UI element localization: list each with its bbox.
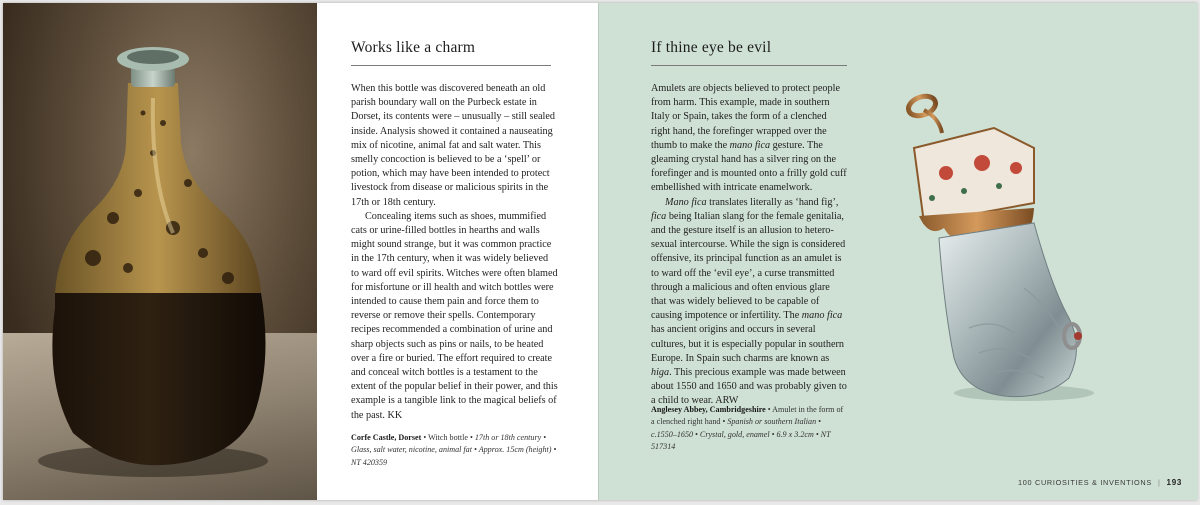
article-title-charm: Works like a charm: [351, 39, 476, 56]
crystal-hand-amulet-photo: [884, 88, 1149, 408]
left-text-page: [317, 3, 598, 500]
caption-witch-bottle: [351, 432, 566, 469]
caption-amulet: [651, 404, 847, 454]
title-rule: [651, 65, 847, 66]
caption-object: Witch bottle •: [428, 433, 475, 442]
caption-location: Corfe Castle, Dorset: [351, 433, 422, 442]
book-spread: [3, 3, 1197, 500]
article-body-charm: [351, 82, 558, 423]
page-number: 193: [1166, 478, 1182, 487]
caption-location: Anglesey Abbey, Cambridgeshire: [651, 405, 766, 414]
title-rule: [351, 65, 551, 66]
paragraph: When this bottle was discovered beneath an old parish boundary wall on the Purbeck estate in Dorset, its contents were – unusually – still sealed inside. Analysis showed it contained a nauseating mix of nicotine, animal fat and salt water. This smelly concoction is believed to be a ‘spell’ or potion, which may have been intended to protect livestock from disease or malicious spirits in the 17th or 18th century.: [351, 83, 555, 208]
witch-bottle-illustration: [3, 3, 317, 500]
witch-bottle-photo: [3, 3, 317, 500]
caption-details: Spanish or southern Italian • c.1550–1650 • Crystal, gold, enamel • 6.9 x 3.2cm • NT 517314: [651, 417, 831, 452]
caption-details: 17th or 18th century • Glass, salt water, nicotine, animal fat • Approx. 15cm (height) • NT 420359: [351, 433, 557, 467]
paragraph: Mano fica translates literally as ‘hand fig’, fica being Italian slang for the female genitalia, and the gesture itself is an allusion to hetero-sexual intercourse. While the sign is considered offensive, its principal function as an amulet is to ward off the ‘evil eye’, a curse transmitted through a malicious and often envious glare that was widely believed to be capable of causing impotence or infertility. The mano fica has ancient origins and occurs in several cultures, but it is especially popular in southern Europe. In Spain such charms are known as higa. This precious example was made between about 1550 and 1650 and was probably given to a child to wear. ARW: [651, 196, 847, 407]
caption-object: • Amulet in the form of a clenched right hand •: [651, 405, 844, 427]
book-title-running-footer: 100 CURIOSITIES & INVENTIONS: [1017, 478, 1152, 487]
footer-separator: |: [1157, 478, 1161, 487]
caption-separator: •: [421, 433, 429, 442]
article-body-evil-eye: [651, 82, 847, 409]
paragraph: Amulets are objects believed to protect people from harm. This example, made in southern Italy or Spain, takes the form of a clenched right hand, the forefinger wrapped over the thumb to make the mano fica gesture. The gleaming crystal hand has a silver ring on the forefinger and is mounted onto a frilly gold cuff embellished with intricate enamelwork.: [651, 83, 847, 194]
article-title-evil-eye: If thine eye be evil: [651, 39, 772, 56]
paragraph: Concealing items such as shoes, mummified cats or urine-filled bottles in hearths and walls might sound strange, but it was common practice in the 17th century, when it was widely believed to ward off evil spirits. Witches were often blamed for misfortune or ill health and witch bottles were intended to cause them pain and force them to reverse or remove their spells. Contemporary recipes recommended a combination of urine and sharp objects such as pins or nails, to be heated over a fire or buried. The effort required to create and conceal witch bottles is a testament to the extent of the popular belief in their power, and this example is a tangible link to the magical beliefs of the past. KK: [351, 210, 558, 421]
right-text-page: [598, 3, 1198, 500]
page-footer: [1018, 478, 1182, 487]
